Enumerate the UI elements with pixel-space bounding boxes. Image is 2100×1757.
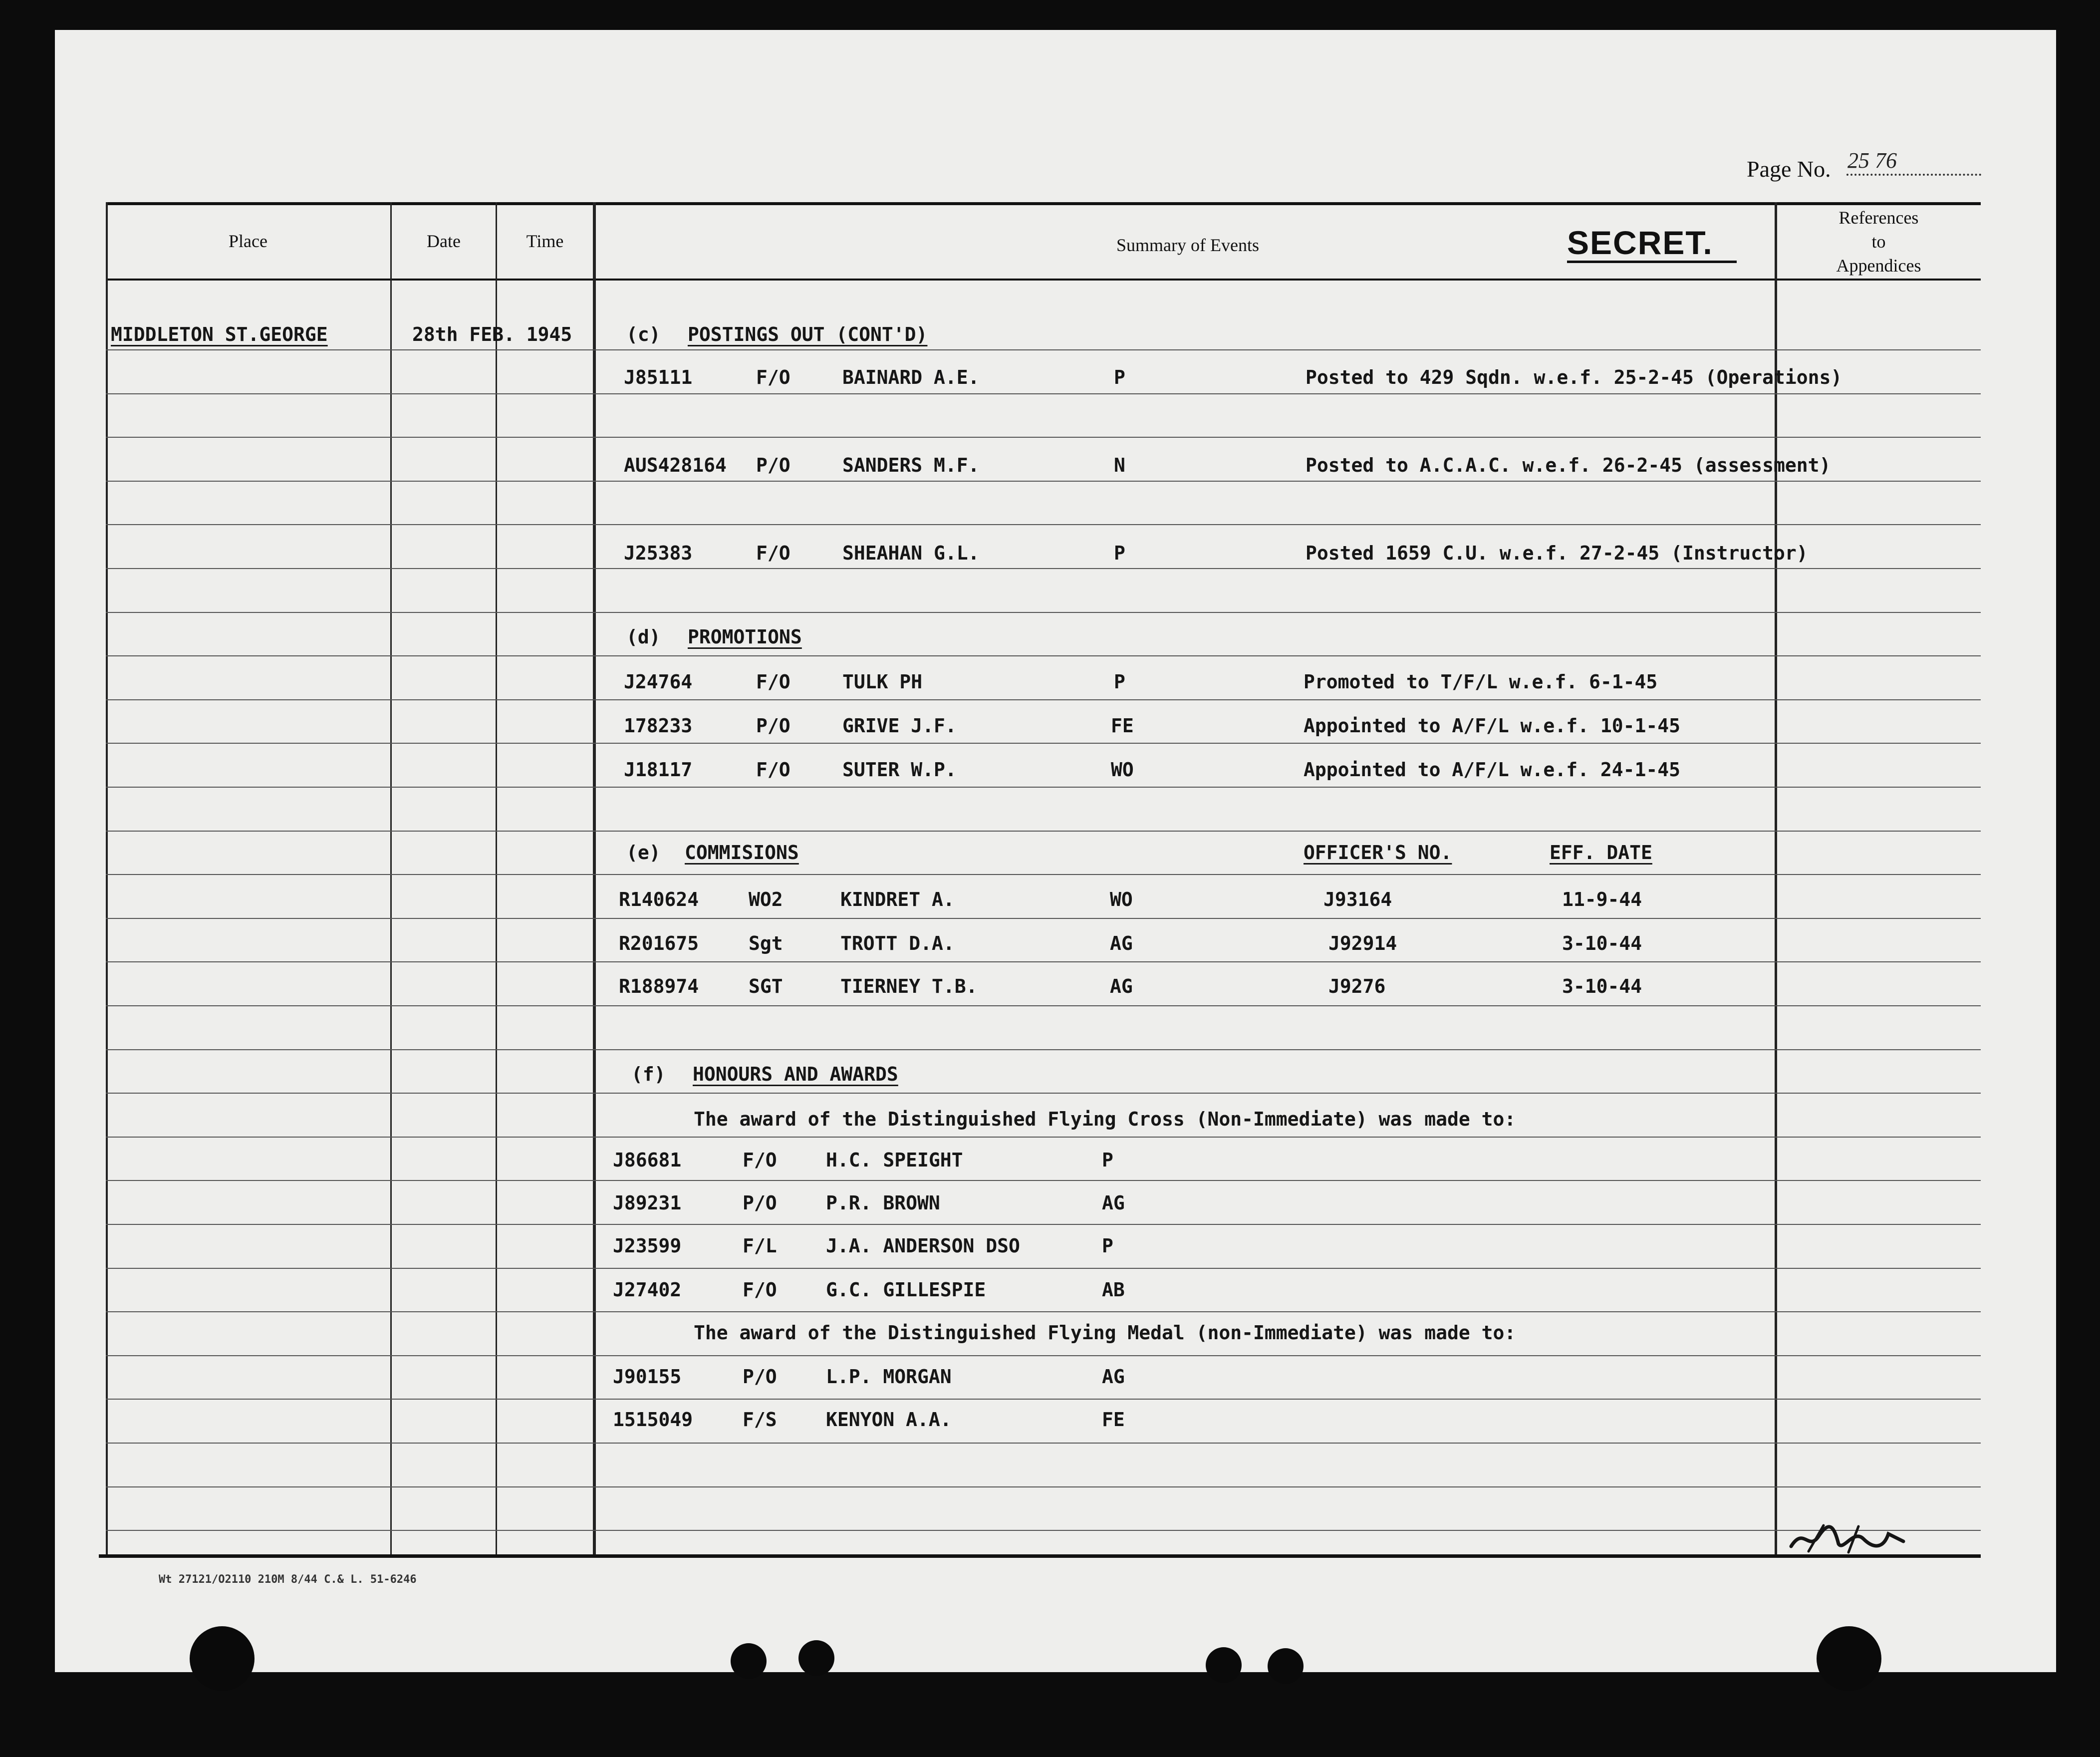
binding-hole-right (1817, 1626, 1881, 1691)
trade: P (1102, 1235, 1113, 1257)
trade: P (1114, 366, 1125, 388)
ruled-line (106, 1137, 1981, 1138)
table-left-border (106, 202, 108, 1554)
header-time: Time (526, 231, 564, 251)
ruled-line (106, 1224, 1981, 1225)
service-number: J86681 (613, 1149, 682, 1171)
section-letter-e: (e) (626, 842, 661, 864)
ruled-line (106, 1180, 1981, 1181)
person-name: BAINARD A.E. (842, 366, 980, 388)
officer-number: J93164 (1323, 888, 1392, 910)
rank: P/O (756, 715, 790, 737)
rank: F/O (756, 671, 790, 693)
person-name: L.P. MORGAN (826, 1366, 952, 1388)
service-number: J18117 (624, 759, 693, 781)
remark: Appointed to A/F/L w.e.f. 10-1-45 (1304, 715, 1680, 737)
remark: Promoted to T/F/L w.e.f. 6-1-45 (1304, 671, 1658, 693)
column-divider-date (496, 202, 497, 1554)
section-title-promotions: PROMOTIONS (688, 626, 802, 648)
rank: F/O (756, 759, 790, 781)
ruled-line (106, 918, 1981, 919)
rank: P/O (743, 1366, 777, 1388)
person-name: KENYON A.A. (826, 1409, 952, 1431)
binding-hole (731, 1643, 767, 1679)
rank: F/S (743, 1409, 777, 1431)
ruled-line (106, 481, 1981, 482)
person-name: SANDERS M.F. (842, 454, 980, 476)
dfm-intro-text: The award of the Distinguished Flying Medal (non-Immediate) was made to: (694, 1322, 1516, 1344)
header-date: Date (427, 231, 461, 251)
section-letter-d: (d) (626, 626, 661, 648)
binding-hole (1268, 1648, 1304, 1684)
person-name: J.A. ANDERSON DSO (826, 1235, 1020, 1257)
service-number: J89231 (613, 1192, 682, 1214)
secret-underline (1567, 261, 1737, 263)
remark: Appointed to A/F/L w.e.f. 24-1-45 (1304, 759, 1680, 781)
rank: WO2 (749, 888, 783, 910)
service-number: J24764 (624, 671, 693, 693)
column-eff-date: EFF. DATE (1550, 842, 1652, 864)
service-number: AUS428164 (624, 454, 727, 476)
table-bottom-border (99, 1554, 1981, 1558)
person-name: KINDRET A. (840, 888, 955, 910)
column-divider-summary (1775, 202, 1777, 1554)
page-number-label: Page No. (1747, 156, 1831, 182)
service-number: 178233 (624, 715, 693, 737)
person-name: SHEAHAN G.L. (842, 542, 980, 564)
person-name: G.C. GILLESPIE (826, 1279, 986, 1301)
ruled-line (106, 393, 1981, 394)
section-title-honours: HONOURS AND AWARDS (693, 1063, 898, 1085)
initials-signature (1789, 1521, 1908, 1556)
trade: AG (1102, 1192, 1125, 1214)
form-sheet (55, 30, 2056, 1672)
rank: F/O (743, 1149, 777, 1171)
trade: AG (1110, 975, 1133, 997)
officer-number: J9276 (1328, 975, 1386, 997)
trade: FE (1102, 1409, 1125, 1431)
trade: FE (1111, 715, 1134, 737)
ruled-line (106, 1486, 1981, 1487)
section-letter-f: (f) (631, 1063, 666, 1085)
place-value: MIDDLETON ST.GEORGE (111, 323, 328, 345)
trade: WO (1111, 759, 1134, 781)
ruled-line (106, 1399, 1981, 1400)
trade: WO (1110, 888, 1133, 910)
binding-hole (798, 1640, 834, 1676)
ruled-line (106, 1093, 1981, 1094)
page-number-value: 25 76 (1847, 148, 1897, 173)
ruled-line (106, 612, 1981, 613)
rank: Sgt (749, 932, 783, 954)
effective-date: 3-10-44 (1562, 975, 1642, 997)
ruled-line (106, 568, 1981, 569)
remark: Posted to A.C.A.C. w.e.f. 26-2-45 (assessment) (1306, 454, 1831, 476)
service-number: R140624 (619, 888, 699, 910)
rank: F/O (743, 1279, 777, 1301)
column-divider-time (593, 202, 596, 1554)
ruled-line (106, 1530, 1981, 1531)
trade: N (1114, 454, 1125, 476)
ruled-line (106, 961, 1981, 962)
service-number: J27402 (613, 1279, 682, 1301)
ruled-line (106, 1049, 1981, 1050)
service-number: J90155 (613, 1366, 682, 1388)
secret-stamp: SECRET. (1567, 224, 1713, 261)
service-number: R188974 (619, 975, 699, 997)
date-value: 28th FEB. 1945 (412, 323, 572, 345)
rank: P/O (756, 454, 790, 476)
rank: F/O (756, 366, 790, 388)
person-name: H.C. SPEIGHT (826, 1149, 963, 1171)
column-officers-no: OFFICER'S NO. (1304, 842, 1452, 864)
officer-number: J92914 (1328, 932, 1397, 954)
binding-hole (1206, 1647, 1242, 1683)
header-references: References to Appendices (1836, 208, 1921, 276)
person-name: TROTT D.A. (840, 932, 955, 954)
service-number: J25383 (624, 542, 693, 564)
header-rule (106, 279, 1981, 281)
ruled-line (106, 1268, 1981, 1269)
ruled-line (106, 1005, 1981, 1006)
person-name: GRIVE J.F. (842, 715, 957, 737)
ruled-line (106, 1355, 1981, 1356)
ruled-line (106, 743, 1981, 744)
trade: P (1114, 542, 1125, 564)
section-title-postings-out: POSTINGS OUT (CONT'D) (688, 323, 928, 345)
header-place: Place (229, 231, 267, 251)
rank: SGT (749, 975, 783, 997)
header-summary: Summary of Events (1116, 235, 1259, 255)
remark: Posted to 429 Sqdn. w.e.f. 25-2-45 (Operations) (1306, 366, 1842, 388)
ruled-line (106, 349, 1981, 350)
trade: P (1114, 671, 1125, 693)
rank: F/L (743, 1235, 777, 1257)
form-footer-reference: Wt 27121/O2110 210M 8/44 C.& L. 51-6246 (159, 1573, 417, 1586)
trade: P (1102, 1149, 1113, 1171)
page-number-dotted-line (1846, 174, 1981, 176)
person-name: SUTER W.P. (842, 759, 957, 781)
dfc-intro-text: The award of the Distinguished Flying Cross (Non-Immediate) was made to: (694, 1108, 1516, 1130)
rank: P/O (743, 1192, 777, 1214)
service-number: R201675 (619, 932, 699, 954)
section-title-commissions: COMMISIONS (685, 842, 799, 864)
person-name: P.R. BROWN (826, 1192, 940, 1214)
ruled-line (106, 831, 1981, 832)
binding-hole-left (190, 1626, 255, 1691)
trade: AG (1102, 1366, 1125, 1388)
ruled-line (106, 437, 1981, 438)
ruled-line (106, 787, 1981, 788)
remark: Posted 1659 C.U. w.e.f. 27-2-45 (Instructor) (1306, 542, 1808, 564)
ruled-line (106, 1443, 1981, 1444)
column-divider-place (390, 202, 392, 1554)
section-letter-c: (c) (626, 323, 661, 345)
trade: AB (1102, 1279, 1125, 1301)
effective-date: 11-9-44 (1562, 888, 1642, 910)
service-number: J85111 (624, 366, 693, 388)
rank: F/O (756, 542, 790, 564)
ruled-line (106, 874, 1981, 875)
trade: AG (1110, 932, 1133, 954)
service-number: 1515049 (613, 1409, 693, 1431)
ruled-line (106, 699, 1981, 700)
table-top-border (106, 202, 1981, 205)
service-number: J23599 (613, 1235, 682, 1257)
person-name: TIERNEY T.B. (840, 975, 978, 997)
ruled-line (106, 1311, 1981, 1312)
person-name: TULK PH (842, 671, 923, 693)
ruled-line (106, 655, 1981, 656)
ruled-line (106, 524, 1981, 525)
effective-date: 3-10-44 (1562, 932, 1642, 954)
